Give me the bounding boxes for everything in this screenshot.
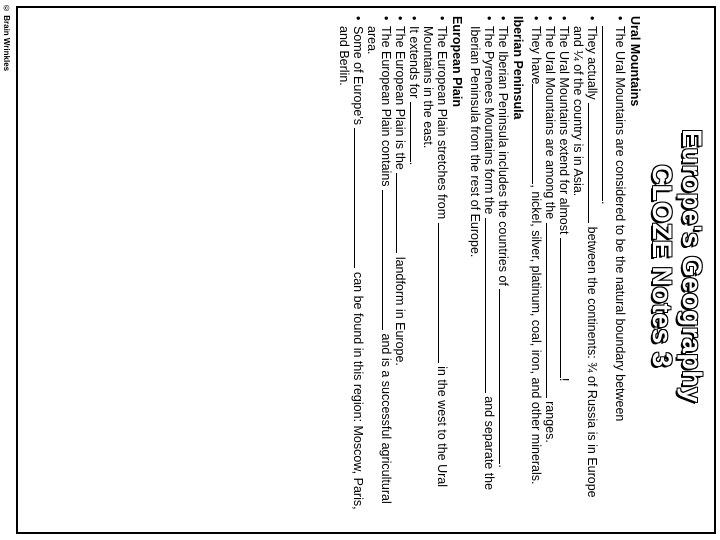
item-text: .	[407, 161, 421, 166]
item-text: The Ural Mountains are among the	[543, 26, 557, 220]
list-item	[365, 16, 393, 516]
item-text: They have	[529, 26, 543, 85]
answer-blank[interactable]	[485, 218, 496, 393]
answer-blank[interactable]	[396, 173, 407, 253]
answer-blank[interactable]	[382, 190, 393, 330]
section-heading-ural: Ural Mountains	[628, 16, 642, 107]
item-text: The European Plain stretches from	[435, 26, 449, 220]
rotated-content	[18, 8, 714, 528]
page-title: Europe's Geography	[677, 129, 707, 403]
item-text: .	[496, 464, 510, 468]
answer-blank[interactable]	[602, 26, 613, 201]
section-heading-iberian: Iberian Peninsula	[511, 16, 525, 120]
list-item	[407, 16, 421, 516]
page-subtitle: CLOZE Notes 3	[647, 164, 677, 368]
list-item	[393, 16, 407, 516]
item-text: between the continents: ¾ of Russia is in Europe and ¼ of the country is in Asia.	[571, 26, 599, 498]
copyright-strip	[2, 0, 16, 540]
item-text: The Pyrenees Mountains form the	[482, 26, 496, 215]
page-frame	[16, 6, 716, 534]
answer-blank[interactable]	[438, 223, 449, 363]
list-item	[557, 16, 571, 516]
answer-blank[interactable]	[354, 128, 365, 268]
item-text: The Ural Mountains are considered to be the natural boundary between	[613, 26, 627, 422]
list-item	[496, 16, 510, 516]
list-item	[337, 16, 365, 516]
item-text: The Ural Mountains extend for almost	[557, 26, 571, 235]
list-item	[599, 16, 627, 516]
item-text: Some of Europe's	[351, 26, 365, 125]
answer-blank[interactable]	[546, 223, 557, 398]
item-text: ranges.	[543, 401, 557, 443]
item-text: in the west to the Ural Mountains in the east.	[421, 26, 449, 488]
list-item	[543, 16, 557, 516]
copyright-text: © Brain Wrinkles	[2, 4, 11, 72]
answer-blank[interactable]	[588, 103, 599, 223]
ural-list	[529, 16, 627, 516]
answer-blank[interactable]	[560, 238, 571, 378]
section-heading-plain: European Plain	[450, 16, 464, 107]
answer-blank[interactable]	[532, 84, 543, 184]
item-text: can be found in this region: Moscow, Paris, and Berlin.	[337, 26, 365, 510]
answer-blank[interactable]	[410, 102, 421, 162]
list-item	[421, 16, 449, 516]
item-text: The European Plain is the	[393, 26, 407, 170]
item-text: and separate the Iberian Peninsula from the rest of Europe.	[468, 26, 496, 491]
iberian-list	[468, 16, 510, 516]
list-item	[468, 16, 496, 516]
item-text: .	[599, 201, 613, 205]
list-item	[529, 16, 543, 516]
item-text: , nickel, silver, platinum, coal, iron, and other minerals.	[529, 184, 543, 485]
item-text: The Iberian Peninsula includes the countries of	[496, 26, 510, 286]
answer-blank[interactable]	[499, 289, 510, 464]
item-text: It extends for	[407, 26, 421, 99]
item-text: !	[557, 377, 571, 382]
item-text: landform in Europe.	[393, 256, 407, 366]
item-text: They actually	[585, 26, 599, 100]
item-text: and is a successful agricultural area.	[365, 26, 393, 504]
item-text: The European Plain contains	[379, 26, 393, 187]
list-item	[571, 16, 599, 516]
plain-list	[337, 16, 449, 516]
